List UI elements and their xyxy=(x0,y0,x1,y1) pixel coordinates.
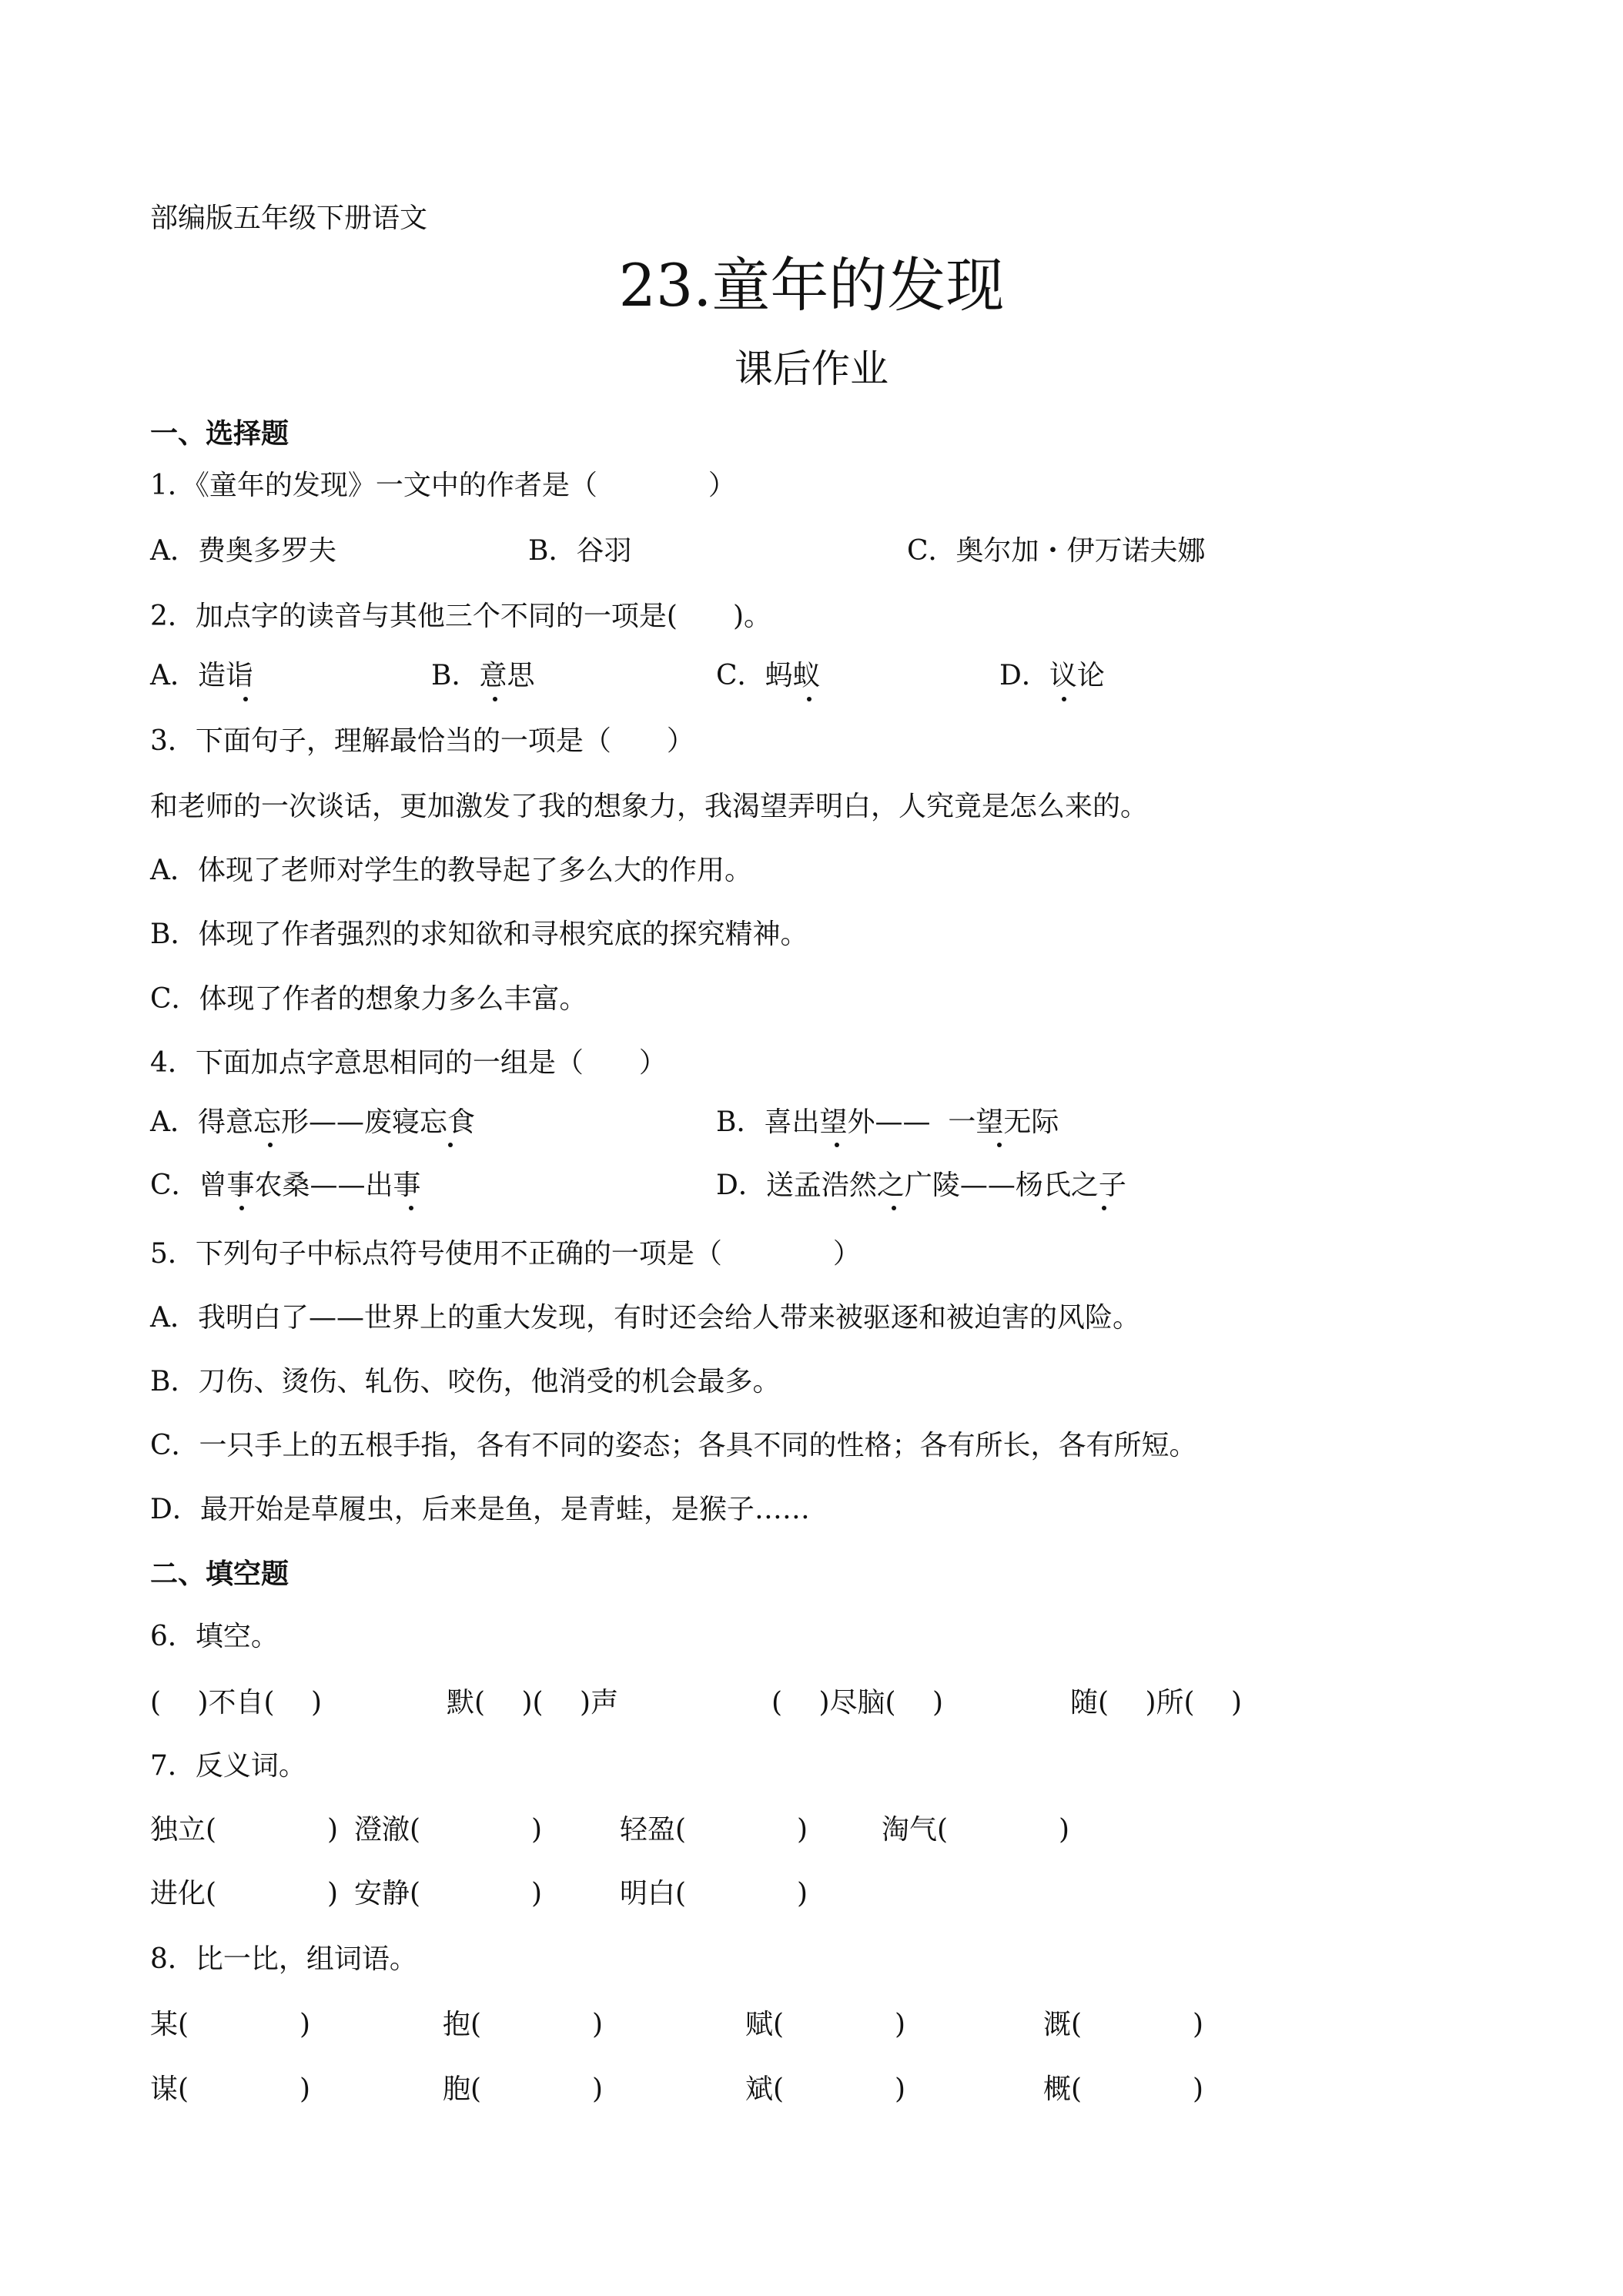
question-6-item-4: 随( )所( ) xyxy=(1070,1687,1243,1719)
question-5-option-a: A．我明白了——世界上的重大发现，有时还会给人带来被驱逐和被迫害的风险。 xyxy=(150,1302,1140,1334)
question-4-option-d: D．送孟浩然之广陵——杨氏之子 xyxy=(716,1170,1126,1201)
question-4-stem: 4．下面加点字意思相同的一组是（ ） xyxy=(150,1047,667,1079)
emphasis-dot xyxy=(807,697,812,701)
emphasis-dot xyxy=(997,1143,1002,1147)
question-1-option-a: A．费奥多罗夫 xyxy=(150,535,336,567)
emphasis-dot xyxy=(835,1143,839,1147)
question-6-item-2: 默( )( )声 xyxy=(447,1687,619,1719)
question-8-row2-item-3: 斌( ) xyxy=(745,2073,906,2105)
emphasis-dot xyxy=(448,1143,453,1147)
question-8-row1-item-3: 赋( ) xyxy=(745,2009,906,2040)
question-5-option-d: D．最开始是草履虫，后来是鱼，是青蛙，是猴子…… xyxy=(150,1494,810,1525)
section-heading-fill: 二、填空题 xyxy=(150,1558,289,1590)
emphasis-dot xyxy=(268,1143,273,1147)
question-3-option-b: B．体现了作者强烈的求知欲和寻根究底的探究精神。 xyxy=(150,919,808,950)
question-1-option-c: C．奥尔加・伊万诺夫娜 xyxy=(907,535,1206,567)
question-7-row1-item-2: 澄澈( ) xyxy=(354,1814,543,1846)
question-8-row2-item-2: 胞( ) xyxy=(443,2073,604,2105)
question-7-row1-item-4: 淘气( ) xyxy=(882,1814,1070,1846)
emphasis-dot xyxy=(1102,1206,1106,1210)
emphasis-dot xyxy=(493,697,497,701)
question-7-row2-item-1: 进化( ) xyxy=(150,1878,339,1909)
emphasis-dot xyxy=(409,1206,413,1210)
question-2-option-b: B．意思 xyxy=(431,660,535,691)
question-3-option-a: A．体现了老师对学生的教导起了多么大的作用。 xyxy=(150,855,752,886)
question-2-option-d: D．议论 xyxy=(999,660,1105,691)
question-5-option-b: B．刀伤、烫伤、轧伤、咬伤，他消受的机会最多。 xyxy=(150,1366,781,1397)
section-heading-choice: 一、选择题 xyxy=(150,417,289,450)
emphasis-dot xyxy=(892,1206,896,1210)
question-6-item-3: ( )尽脑( ) xyxy=(771,1687,944,1719)
question-5-stem: 5．下列句子中标点符号使用不正确的一项是（ ） xyxy=(150,1238,861,1270)
question-8-row1-item-4: 溉( ) xyxy=(1043,2009,1204,2040)
emphasis-dot xyxy=(1062,697,1066,701)
question-3-sentence: 和老师的一次谈话，更加激发了我的想象力，我渴望弄明白，人究竟是怎么来的。 xyxy=(150,791,1149,822)
question-1-stem: 1．《童年的发现》一文中的作者是（ ） xyxy=(150,470,736,501)
question-7-row2-item-2: 安静( ) xyxy=(354,1878,543,1909)
page-title: 23.童年的发现 xyxy=(618,251,1005,320)
question-5-option-c: C．一只手上的五根手指，各有不同的姿态；各具不同的性格；各有所长，各有所短。 xyxy=(150,1430,1197,1461)
header-label: 部编版五年级下册语文 xyxy=(150,202,428,234)
question-3-option-c: C．体现了作者的想象力多么丰富。 xyxy=(150,983,587,1015)
question-4-option-a: A．得意忘形——废寝忘食 xyxy=(150,1106,475,1138)
question-8-row1-item-2: 抱( ) xyxy=(443,2009,604,2040)
emphasis-dot xyxy=(243,697,248,701)
question-2-option-c: C．蚂蚁 xyxy=(716,660,821,691)
question-7-row1-item-1: 独立( ) xyxy=(150,1814,339,1846)
emphasis-dot xyxy=(239,1206,244,1210)
question-4-option-b: B．喜出望外—— 一望无际 xyxy=(716,1106,1059,1138)
question-4-option-c: C．曾事农桑——出事 xyxy=(150,1170,421,1201)
question-8-row1-item-1: 某( ) xyxy=(150,2009,311,2040)
question-7-row2-item-3: 明白( ) xyxy=(620,1878,808,1909)
question-8-row2-item-1: 谋( ) xyxy=(150,2073,311,2105)
page-subtitle: 课后作业 xyxy=(735,346,888,391)
question-6-stem: 6．填空。 xyxy=(150,1621,279,1652)
question-6-item-1: ( )不自( ) xyxy=(150,1687,323,1719)
question-7-stem: 7．反义词。 xyxy=(150,1750,306,1782)
question-3-stem: 3．下面句子，理解最恰当的一项是（ ） xyxy=(150,725,694,757)
question-7-row1-item-3: 轻盈( ) xyxy=(620,1814,808,1846)
question-8-row2-item-4: 概( ) xyxy=(1043,2073,1204,2105)
question-2-option-a: A．造诣 xyxy=(150,660,253,691)
question-8-stem: 8．比一比，组词语。 xyxy=(150,1943,417,1975)
question-2-stem: 2．加点字的读音与其他三个不同的一项是( )。 xyxy=(150,601,771,632)
question-1-option-b: B．谷羽 xyxy=(528,535,632,567)
